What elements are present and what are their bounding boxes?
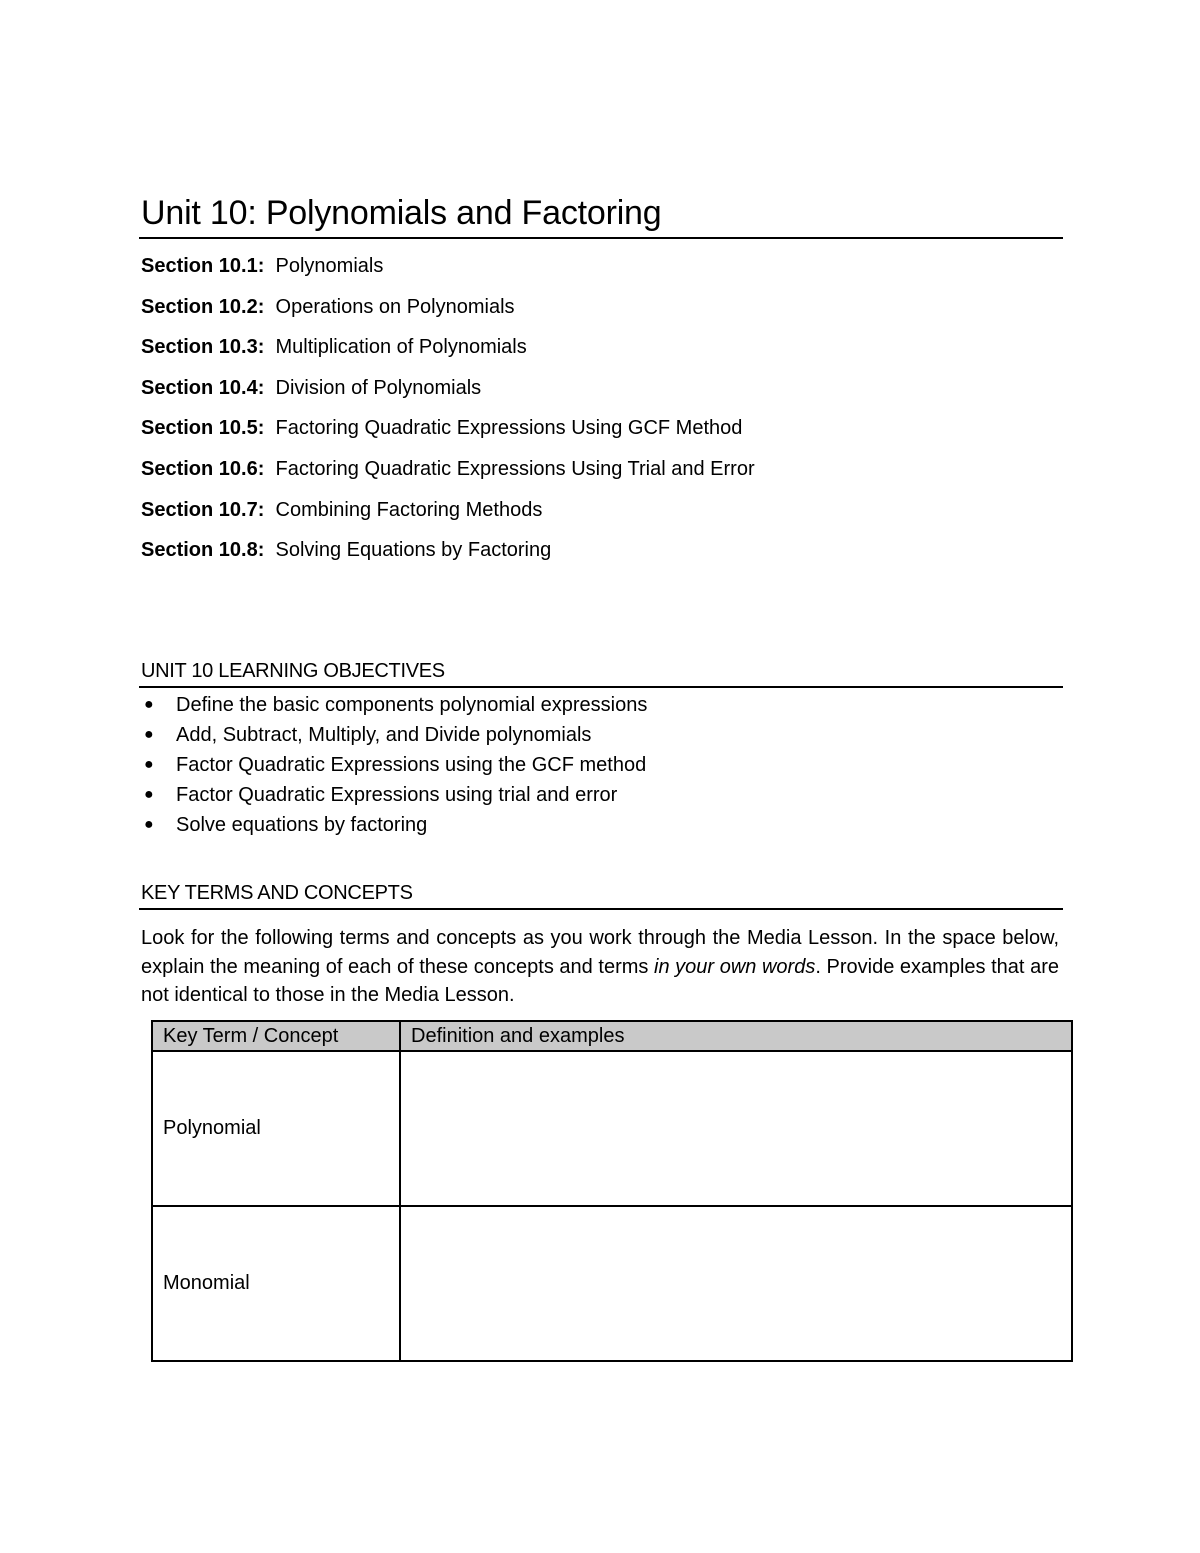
key-terms-table bbox=[151, 1020, 1073, 1362]
table-row bbox=[152, 1051, 1072, 1206]
term-cell: Monomial bbox=[152, 1206, 400, 1361]
column-header-term: Key Term / Concept bbox=[152, 1021, 400, 1051]
section-number: Section 10.3: bbox=[141, 336, 265, 359]
table-row bbox=[152, 1206, 1072, 1361]
section-item bbox=[141, 412, 755, 453]
key-terms-intro bbox=[141, 924, 1059, 1010]
objectives-rule bbox=[139, 686, 1063, 688]
section-number: Section 10.1: bbox=[141, 255, 265, 277]
objectives-list bbox=[141, 690, 647, 840]
section-number: Section 10.7: bbox=[141, 498, 265, 521]
section-number: Section 10.2: bbox=[141, 295, 265, 318]
column-header-definition: Definition and examples bbox=[400, 1021, 1072, 1051]
section-item bbox=[141, 331, 755, 372]
objective-item bbox=[141, 750, 647, 780]
section-name: Operations on Polynomials bbox=[275, 295, 515, 318]
section-item bbox=[141, 534, 755, 575]
intro-emphasis: in your own words bbox=[654, 955, 816, 978]
section-number: Section 10.6: bbox=[141, 457, 265, 480]
section-name: Factoring Quadratic Expressions Using GCF Method bbox=[275, 417, 743, 440]
section-name: Solving Equations by Factoring bbox=[275, 539, 552, 562]
objective-item bbox=[141, 720, 647, 750]
objective-text: Add, Subtract, Multiply, and Divide polynomials bbox=[176, 724, 592, 746]
section-number: Section 10.5: bbox=[141, 417, 265, 440]
section-name: Combining Factoring Methods bbox=[275, 498, 543, 521]
term-cell: Polynomial bbox=[152, 1051, 400, 1206]
definition-cell[interactable] bbox=[400, 1206, 1072, 1361]
section-name: Multiplication of Polynomials bbox=[275, 336, 527, 359]
section-item bbox=[141, 494, 755, 535]
section-number: Section 10.8: bbox=[141, 539, 265, 562]
bullet-icon: ● bbox=[144, 696, 154, 713]
intro-text-end: . Provide examples that are not identical to those in the Media Lesson. bbox=[141, 955, 1059, 1006]
title-rule bbox=[139, 237, 1063, 239]
objective-text: Factor Quadratic Expressions using the GCF method bbox=[176, 754, 647, 776]
section-name: Polynomials bbox=[275, 255, 384, 277]
objectives-heading: UNIT 10 LEARNING OBJECTIVES bbox=[141, 660, 445, 682]
bullet-icon: ● bbox=[144, 816, 154, 833]
section-item bbox=[141, 372, 755, 413]
key-terms-heading: KEY TERMS AND CONCEPTS bbox=[141, 882, 413, 904]
key-terms-rule bbox=[139, 908, 1063, 910]
bullet-icon: ● bbox=[144, 726, 154, 743]
objective-item bbox=[141, 780, 647, 810]
definition-cell[interactable] bbox=[400, 1051, 1072, 1206]
section-number: Section 10.4: bbox=[141, 376, 265, 399]
section-item bbox=[141, 453, 755, 494]
section-item bbox=[141, 291, 755, 332]
section-item bbox=[141, 250, 755, 291]
bullet-icon: ● bbox=[144, 756, 154, 773]
objective-text: Define the basic components polynomial expressions bbox=[176, 694, 648, 716]
page-title: Unit 10: Polynomials and Factoring bbox=[141, 194, 662, 232]
objective-text: Factor Quadratic Expressions using trial and error bbox=[176, 784, 618, 806]
objective-text: Solve equations by factoring bbox=[176, 814, 428, 836]
objective-item bbox=[141, 810, 647, 840]
table-header-row bbox=[152, 1021, 1072, 1051]
objective-item bbox=[141, 690, 647, 720]
section-name: Factoring Quadratic Expressions Using Trial and Error bbox=[275, 457, 755, 480]
intro-text: Look for the following terms and concepts as you work through the Media Lesson. In the space below, explain the meaning of each of these concepts and terms bbox=[141, 927, 1059, 978]
section-list bbox=[141, 250, 755, 575]
section-name: Division of Polynomials bbox=[275, 376, 482, 399]
bullet-icon: ● bbox=[144, 786, 154, 803]
